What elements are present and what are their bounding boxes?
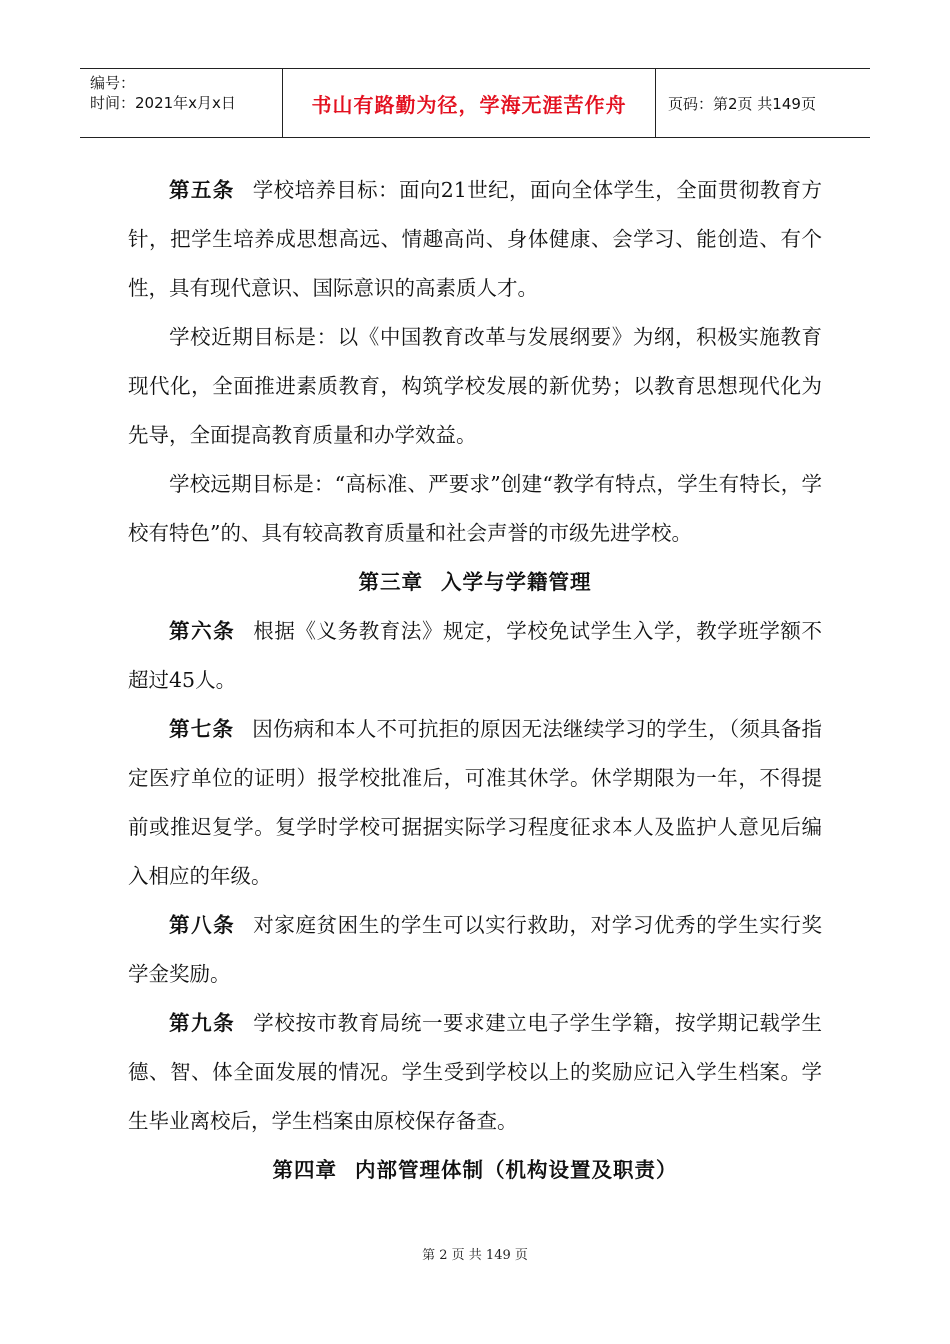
chapter-title: 内部管理体制（机构设置及职责） [355, 1158, 678, 1182]
chapter-3-heading [128, 558, 822, 607]
article-text: 对家庭贫困生的学生可以实行救助，对学习优秀的学生实行奖学金奖励。 [128, 913, 823, 986]
document-body [128, 166, 822, 1195]
article-6 [128, 607, 822, 705]
article-text: 因伤病和本人不可抗拒的原因无法继续学习的学生，（须具备指定医疗单位的证明）报学校批准后，可准其休学。休学期限为一年，不得提前或推迟复学。复学时学校可据据实际学习程度征求本人及监护人意见后编入相应的年级。 [128, 717, 823, 888]
chapter-label: 第三章 [358, 570, 423, 594]
header-motto: 书山有路勤为径，学海无涯苦作舟 [282, 69, 656, 137]
article-8 [128, 901, 822, 999]
article-7 [128, 705, 822, 901]
article-label: 第七条 [169, 717, 235, 741]
article-text: 学校按市教育局统一要求建立电子学生学籍，按学期记载学生德、智、体全面发展的情况。学生受到学校以上的奖励应记入学生档案。学生毕业离校后，学生档案由原校保存备查。 [128, 1011, 823, 1133]
serial-label: 编号： [90, 74, 136, 92]
header-meta [80, 69, 282, 137]
header-page-info: 页码：第2页 共149页 [668, 94, 816, 113]
article-label: 第五条 [169, 178, 235, 202]
page-footer: 第 2 页 共 149 页 [422, 1248, 528, 1263]
article-label: 第九条 [169, 1011, 236, 1035]
page-header [80, 68, 870, 138]
chapter-label: 第四章 [272, 1158, 337, 1182]
chapter-title: 入学与学籍管理 [441, 570, 592, 594]
time-label: 时间：2021年x月x日 [90, 94, 236, 112]
article-9 [128, 999, 822, 1146]
paragraph-near-term-goal: 学校近期目标是：以《中国教育改革与发展纲要》为纲，积极实施教育现代化，全面推进素质教育，构筑学校发展的新优势；以教育思想现代化为先导，全面提高教育质量和办学效益。 [128, 325, 822, 447]
article-text: 学校培养目标：面向21世纪，面向全体学生，全面贯彻教育方针，把学生培养成思想高远、情趣高尚、身体健康、会学习、能创造、有个性，具有现代意识、国际意识的高素质人才。 [128, 178, 822, 300]
article-label: 第八条 [169, 913, 236, 937]
article-5 [128, 166, 822, 313]
article-label: 第六条 [169, 619, 236, 643]
article-text: 根据《义务教育法》规定，学校免试学生入学，教学班学额不超过45人。 [128, 619, 823, 692]
chapter-4-heading [128, 1146, 822, 1195]
paragraph-long-term-goal: 学校远期目标是：“高标准、严要求”创建“教学有特点，学生有特长，学校有特色”的、具有较高教育质量和社会声誉的市级先进学校。 [128, 472, 822, 545]
